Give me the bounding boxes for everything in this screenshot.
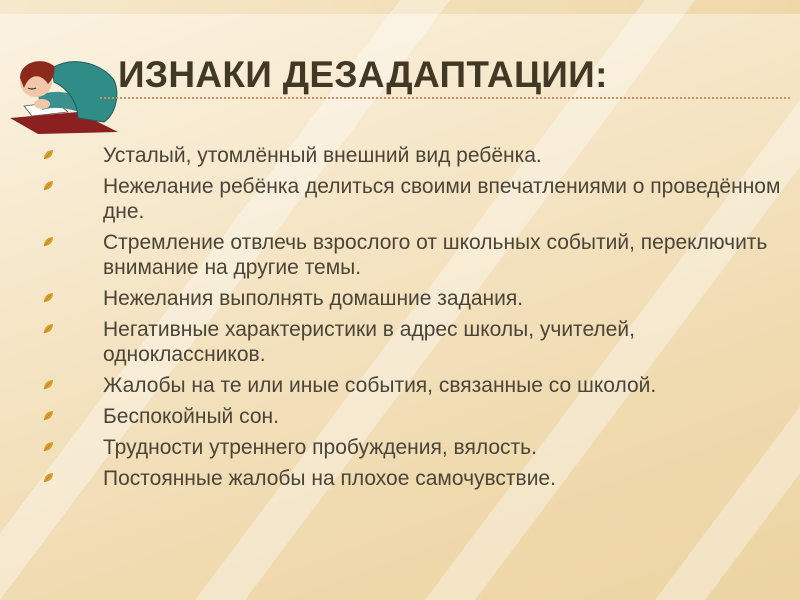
list-item	[42, 466, 782, 491]
leaf-bullet-icon	[42, 409, 55, 422]
tired-student-clipart	[8, 48, 120, 134]
list-item-text: Нежелание ребёнка делиться своими впечатлениями о проведённом дне.	[103, 175, 781, 223]
list-item	[42, 143, 782, 168]
list-item	[42, 174, 782, 224]
list-item	[42, 404, 782, 429]
leaf-bullet-icon	[42, 322, 55, 335]
slide-title: ИЗНАКИ ДЕЗАДАПТАЦИИ:	[118, 54, 608, 95]
leaf-bullet-icon	[42, 440, 55, 453]
leaf-bullet-icon	[42, 235, 55, 248]
list-item-text: Постоянные жалобы на плохое самочувствие.	[103, 467, 556, 490]
list-item	[42, 317, 782, 367]
leaf-bullet-icon	[42, 148, 55, 161]
signs-list	[42, 143, 782, 497]
leaf-bullet-icon	[42, 291, 55, 304]
title-divider	[100, 97, 790, 99]
list-item	[42, 286, 782, 311]
list-item-text: Стремление отвлечь взрослого от школьных событий, переключить внимание на другие темы.	[103, 231, 768, 279]
list-item	[42, 230, 782, 280]
list-item-text: Усталый, утомлённый внешний вид ребёнка.	[103, 144, 542, 167]
list-item-text: Трудности утреннего пробуждения, вялость.	[103, 436, 537, 459]
list-item-text: Нежелания выполнять домашние задания.	[103, 287, 524, 310]
leaf-bullet-icon	[42, 179, 55, 192]
list-item-text: Жалобы на те или иные события, связанные со школой.	[103, 374, 657, 397]
leaf-bullet-icon	[42, 471, 55, 484]
leaf-bullet-icon	[42, 378, 55, 391]
list-item	[42, 373, 782, 398]
list-item-text: Беспокойный сон.	[103, 405, 279, 428]
list-item-text: Негативные характеристики в адрес школы, учителей, одноклассников.	[103, 318, 635, 366]
list-item	[42, 435, 782, 460]
